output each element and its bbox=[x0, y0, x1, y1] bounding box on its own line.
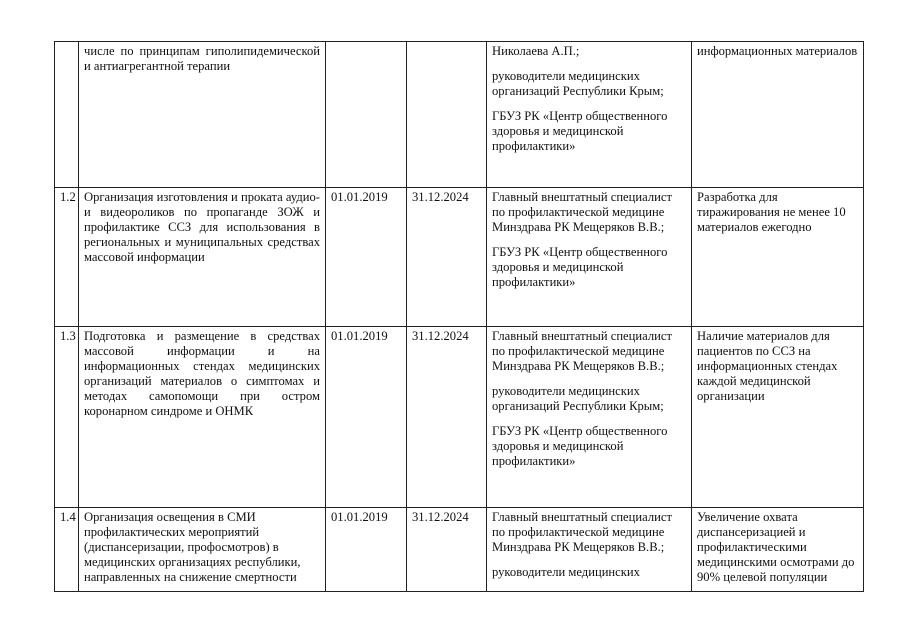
activity-cell: Организация освещения в СМИ профилактических мероприятий (диспансеризации, профосмотров) в медицинских организациях республики, направленных на снижение смертности bbox=[79, 508, 326, 592]
responsible-line: руководители медицинских bbox=[492, 565, 640, 579]
responsible-line: руководители медицинских организаций Республики Крым; bbox=[492, 69, 664, 98]
activity-cell: числе по принципам гиполипидемической и антиагрегантной терапии bbox=[79, 42, 326, 188]
end-date bbox=[407, 42, 487, 188]
end-date: 31.12.2024 bbox=[407, 327, 487, 508]
table-row bbox=[55, 188, 864, 327]
result-cell: Наличие материалов для пациентов по ССЗ на информационных стендах каждой медицинской организации bbox=[692, 327, 864, 508]
responsible-line: Главный внештатный специалист по профилактической медицине Минздрава РК Мещеряков В.В.; bbox=[492, 510, 672, 554]
end-date: 31.12.2024 bbox=[407, 188, 487, 327]
table-row bbox=[55, 42, 864, 188]
responsible-line: руководители медицинских организаций Республики Крым; bbox=[492, 384, 664, 413]
row-number: 1.3 bbox=[55, 327, 79, 508]
responsible-line: Главный внештатный специалист по профилактической медицине Минздрава РК Мещеряков В.В.; bbox=[492, 329, 672, 373]
responsible-line: ГБУЗ РК «Центр общественного здоровья и медицинской профилактики» bbox=[492, 109, 668, 153]
result-cell: информационных материалов bbox=[692, 42, 864, 188]
result-cell: Увеличение охвата диспансеризацией и профилактическими медицинскими осмотрами до 90% целевой популяции bbox=[692, 508, 864, 592]
responsible-line: ГБУЗ РК «Центр общественного здоровья и медицинской профилактики» bbox=[492, 245, 668, 289]
responsible-cell bbox=[487, 42, 692, 188]
start-date: 01.01.2019 bbox=[326, 188, 407, 327]
end-date: 31.12.2024 bbox=[407, 508, 487, 592]
responsible-cell bbox=[487, 188, 692, 327]
plan-table bbox=[54, 41, 864, 592]
responsible-line: ГБУЗ РК «Центр общественного здоровья и медицинской профилактики» bbox=[492, 424, 668, 468]
responsible-cell bbox=[487, 508, 692, 592]
table-row bbox=[55, 508, 864, 592]
start-date: 01.01.2019 bbox=[326, 327, 407, 508]
row-number bbox=[55, 42, 79, 188]
activity-cell: Подготовка и размещение в средствах массовой информации и на информационных стендах медицинских организаций материалов о симптомах и методах самопомощи при остром коронарном синдроме и ОНМК bbox=[79, 327, 326, 508]
result-cell: Разработка для тиражирования не менее 10 материалов ежегодно bbox=[692, 188, 864, 327]
activity-cell: Организация изготовления и проката аудио- и видеороликов по пропаганде ЗОЖ и профилактике ССЗ для использования в региональных и муниципальных средствах массовой информации bbox=[79, 188, 326, 327]
responsible-line: Николаева А.П.; bbox=[492, 44, 580, 58]
row-number: 1.4 bbox=[55, 508, 79, 592]
start-date bbox=[326, 42, 407, 188]
table-row bbox=[55, 327, 864, 508]
responsible-cell bbox=[487, 327, 692, 508]
start-date: 01.01.2019 bbox=[326, 508, 407, 592]
row-number: 1.2 bbox=[55, 188, 79, 327]
responsible-line: Главный внештатный специалист по профилактической медицине Минздрава РК Мещеряков В.В.; bbox=[492, 190, 672, 234]
